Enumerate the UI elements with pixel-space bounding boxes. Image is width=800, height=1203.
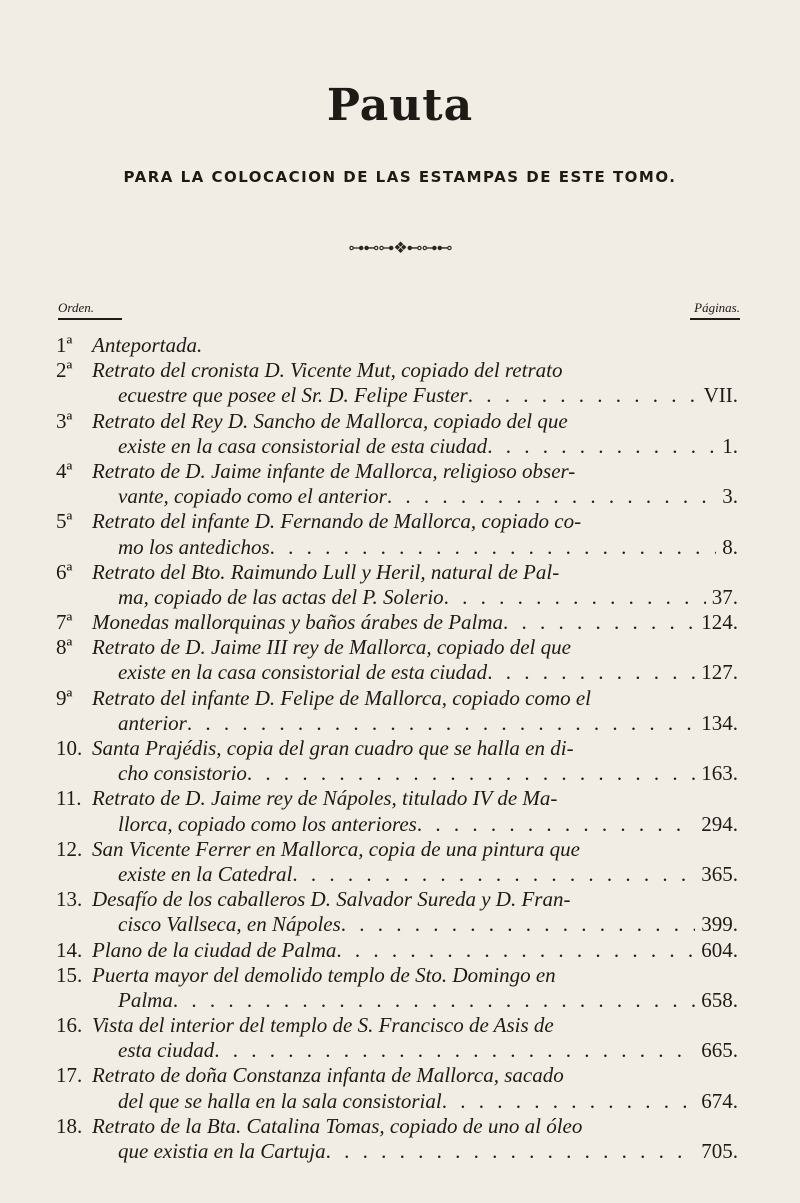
entry-line: [0, 1089, 800, 1114]
dot-leader: [173, 988, 695, 1013]
entry-line: [0, 862, 800, 887]
dot-leader: [187, 711, 695, 736]
entry-page: 8.: [722, 534, 738, 559]
entry-text: Retrato del Rey D. Sancho de Mallorca, copiado del que: [92, 408, 568, 433]
entry-line: [0, 560, 800, 585]
list-item: [0, 610, 800, 635]
entry-page: 1.: [722, 433, 738, 458]
dot-leader: [336, 938, 695, 963]
entry-line: [0, 1063, 800, 1088]
entry-number: 13.: [56, 887, 83, 912]
entry-line: [0, 459, 800, 484]
entry-text: ecuestre que posee el Sr. D. Felipe Fuster: [118, 383, 468, 408]
entry-line: [0, 686, 800, 711]
entry-line: [0, 837, 800, 862]
entry-number: 15.: [56, 962, 83, 987]
entry-text: Plano de la ciudad de Palma: [92, 937, 337, 962]
column-header-pages: Páginas.: [694, 300, 740, 315]
entry-number: 3ª: [56, 408, 73, 433]
entry-page: 124.: [701, 610, 738, 635]
entry-text: existe en la casa consistorial de esta ciudad: [118, 433, 488, 458]
entry-text: Monedas mallorquinas y baños árabes de Palma: [92, 610, 504, 635]
entry-page: 37.: [711, 584, 738, 609]
dot-leader: [292, 862, 695, 887]
entry-text: Retrato de D. Jaime rey de Nápoles, titulado IV de Ma-: [92, 786, 558, 811]
entry-line: [0, 736, 800, 761]
entry-line: [0, 912, 800, 937]
entry-page: 294.: [701, 811, 738, 836]
dot-leader: [468, 383, 698, 408]
entry-line: [0, 988, 800, 1013]
list-item: [0, 560, 800, 610]
list-item: [0, 1013, 800, 1063]
list-item: [0, 1114, 800, 1164]
entry-text: Retrato de D. Jaime III rey de Mallorca, copiado del que: [92, 635, 571, 660]
list-item: [0, 459, 800, 509]
entry-number: 8ª: [56, 635, 73, 660]
ornament-divider: ⊶⊷⊶❖⊷⊶⊷: [348, 240, 452, 257]
entry-line: [0, 635, 800, 660]
entry-text: Retrato del infante D. Felipe de Mallorca, copiado como el: [92, 685, 592, 710]
header-rule-right: [690, 318, 740, 320]
entry-line: [0, 484, 800, 509]
entry-page: 3.: [722, 484, 738, 509]
entry-number: 11.: [56, 786, 82, 811]
entry-text: Desafío de los caballeros D. Salvador Sureda y D. Fran-: [92, 887, 571, 912]
entry-line: [0, 409, 800, 434]
entry-text: Anteportada.: [92, 333, 203, 357]
list-item: [0, 963, 800, 1013]
entry-text: Retrato del Bto. Raimundo Lull y Heril, natural de Pal-: [92, 559, 560, 584]
entry-number: 10.: [56, 736, 83, 760]
entry-number: 5ª: [56, 509, 73, 534]
entry-line: [0, 761, 800, 786]
entry-line: [0, 434, 800, 459]
entry-text: mo los antedichos: [118, 534, 270, 559]
list-item: [0, 938, 800, 963]
entry-text: llorca, copiado como los anteriores: [118, 811, 417, 836]
entry-text: Retrato de la Bta. Catalina Tomas, copiado de uno al óleo: [92, 1113, 583, 1138]
entry-page: 399.: [701, 912, 738, 937]
entry-page: 604.: [701, 937, 738, 962]
entry-text: existe en la casa consistorial de esta ciudad: [118, 660, 488, 685]
dot-leader: [247, 761, 695, 786]
entry-number: 17.: [56, 1063, 83, 1088]
entry-page: 658.: [701, 987, 738, 1012]
entry-line: [0, 963, 800, 988]
entry-line: [0, 358, 800, 383]
entry-number: 1ª: [56, 333, 73, 357]
entry-text: Retrato de doña Constanza infanta de Mallorca, sacado: [92, 1063, 564, 1088]
dot-leader: [487, 434, 716, 459]
entry-number: 18.: [56, 1113, 83, 1138]
entry-text: Vista del interior del templo de S. Francisco de Asis de: [92, 1013, 554, 1038]
entry-line: [0, 711, 800, 736]
entry-number: 12.: [56, 836, 83, 861]
entry-number: 7ª: [56, 610, 73, 635]
dot-leader: [417, 812, 695, 837]
entry-number: 9ª: [56, 685, 73, 710]
list-item: [0, 1063, 800, 1113]
list-item: [0, 736, 800, 786]
entry-text: Retrato del infante D. Fernando de Mallorca, copiado co-: [92, 509, 582, 534]
entry-number: 14.: [56, 937, 83, 962]
entry-line: [0, 887, 800, 912]
entry-line: [0, 1013, 800, 1038]
entry-text: Retrato del cronista D. Vicente Mut, copiado del retrato: [92, 358, 563, 383]
entry-text: que existia en la Cartuja: [118, 1139, 326, 1163]
entry-text: del que se halla en la sala consistorial: [118, 1088, 442, 1113]
entry-line: [0, 585, 800, 610]
entry-page: 365.: [701, 861, 738, 886]
entry-text: vante, copiado como el anterior: [118, 484, 387, 509]
header-rule-left: [58, 318, 122, 320]
dot-leader: [326, 1139, 696, 1164]
entry-number: 6ª: [56, 559, 73, 584]
entry-line: [0, 333, 800, 358]
entry-number: 4ª: [56, 458, 73, 483]
entry-line: [0, 660, 800, 685]
column-header-order: Orden.: [58, 300, 94, 315]
entry-text: esta ciudad: [118, 1038, 215, 1063]
entry-line: [0, 535, 800, 560]
dot-leader: [270, 535, 717, 560]
entry-page: VII.: [703, 383, 738, 408]
entry-text: San Vicente Ferrer en Mallorca, copia de una pintura que: [92, 836, 580, 861]
dot-leader: [214, 1038, 695, 1063]
entry-line: [0, 383, 800, 408]
entry-line: [0, 1139, 800, 1164]
dot-leader: [444, 585, 706, 610]
dot-leader: [341, 912, 695, 937]
entry-text: Santa Prajédis, copia del gran cuadro que se halla en di-: [92, 736, 574, 760]
entry-text: cisco Vallseca, en Nápoles: [118, 912, 341, 937]
entry-line: [0, 812, 800, 837]
entry-page: 127.: [701, 660, 738, 685]
dot-leader: [387, 484, 716, 509]
dot-leader: [442, 1089, 696, 1114]
entry-page: 705.: [701, 1139, 738, 1163]
list-item: [0, 358, 800, 408]
entry-line: [0, 610, 800, 635]
entry-line: [0, 786, 800, 811]
entry-number: 2ª: [56, 358, 73, 383]
list-item: [0, 409, 800, 459]
dot-leader: [503, 610, 695, 635]
list-item: [0, 509, 800, 559]
entry-line: [0, 1114, 800, 1139]
entry-line: [0, 1038, 800, 1063]
entry-text: anterior: [118, 710, 187, 735]
entry-text: Palma: [118, 987, 173, 1012]
entry-page: 163.: [701, 761, 738, 786]
entry-text: ma, copiado de las actas del P. Solerio: [118, 584, 444, 609]
entry-text: Puerta mayor del demolido templo de Sto. Domingo en: [92, 962, 556, 987]
dot-leader: [487, 660, 695, 685]
entry-page: 674.: [701, 1088, 738, 1113]
list-item: [0, 837, 800, 887]
entry-text: Retrato de D. Jaime infante de Mallorca, religioso obser-: [92, 458, 576, 483]
page-subtitle: PARA LA COLOCACION DE LAS ESTAMPAS DE ESTE TOMO.: [123, 168, 677, 186]
list-item: [0, 635, 800, 685]
entry-text: cho consistorio: [118, 761, 247, 786]
entry-page: 134.: [701, 710, 738, 735]
entry-page: 665.: [701, 1038, 738, 1063]
entry-line: [0, 509, 800, 534]
entry-line: [0, 938, 800, 963]
list-item: [0, 887, 800, 937]
plate-list: [0, 333, 800, 1164]
list-item: [0, 686, 800, 736]
page-title: Pauta: [326, 80, 474, 131]
list-item: [0, 333, 800, 358]
entry-number: 16.: [56, 1013, 83, 1038]
entry-text: existe en la Catedral: [118, 861, 293, 886]
list-item: [0, 786, 800, 836]
